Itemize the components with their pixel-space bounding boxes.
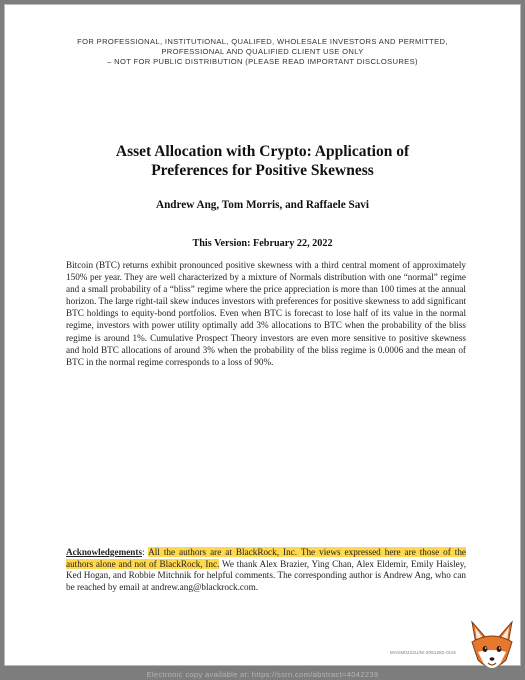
acknowledgements-label: Acknowledgements bbox=[66, 547, 143, 557]
disclaimer-line: PROFESSIONAL AND QUALIFIED CLIENT USE ONLY bbox=[161, 47, 364, 56]
title-line: Asset Allocation with Crypto: Application of bbox=[115, 143, 410, 160]
document-page bbox=[4, 4, 521, 666]
disclaimer-line: – NOT FOR PUBLIC DISTRIBUTION (PLEASE READ IMPORTANT DISCLOSURES) bbox=[107, 57, 418, 66]
ssrn-footer: Electronic copy available at: https://ssrn.com/abstract=4042239 bbox=[146, 670, 379, 679]
acknowledgements-text: We thank Alex Brazier, Ying Chan, Alex Eldemir, Emily Haisley, Ked Hogan, and Robbie Mitchnik for helpful comments. The corresponding author is Andrew Ang, who can be reached by email at andrew.ang@blackrock.com. bbox=[66, 558, 466, 592]
paper-title bbox=[45, 142, 480, 180]
fox-mascot-icon bbox=[466, 618, 518, 676]
disclaimer-line: FOR PROFESSIONAL, INSTITUTIONAL, QUALIFED, WHOLESALE INVESTORS AND PERMITTED, bbox=[77, 37, 448, 46]
abstract-paragraph: Bitcoin (BTC) returns exhibit pronounced positive skewness with a third central moment of approximately 150% per year. They are well characterized by a mixture of Normals distribution with one “normal” regime and a small probability of a “bliss” regime where the price appreciation is more than 100 times at the annual horizon. The large right-tail skew induces investors with preferences for positive skewness to add significant BTC holdings to equity-bond portfolios. Even when BTC is forecast to lose half of its value in the normal regime, investors with power utility optimally add 3% allocations to BTC when the probability of the bliss regime is around 1%. Cumulative Prospect Theory investors are even more sensitive to positive skewness and hold BTC allocations of around 3% when the probability of the bliss regime is 0.0006 and the mean of BTC in the normal regime corresponds to a loss of 90%. bbox=[66, 260, 466, 367]
disclaimer-banner bbox=[25, 37, 500, 67]
document-id: MASM0222U/M-2051282-0/43 bbox=[390, 650, 456, 655]
title-line: Preferences for Positive Skewness bbox=[151, 162, 374, 179]
acknowledgements-colon: : bbox=[142, 547, 145, 557]
paper-authors: Andrew Ang, Tom Morris, and Raffaele Savi bbox=[156, 199, 369, 211]
highlighted-text: All the authors are at BlackRock, Inc. The views expressed here are those of the authors alone and not of BlackRock, Inc. bbox=[66, 547, 466, 569]
acknowledgements-paragraph bbox=[66, 547, 466, 593]
version-date: This Version: February 22, 2022 bbox=[192, 238, 333, 249]
